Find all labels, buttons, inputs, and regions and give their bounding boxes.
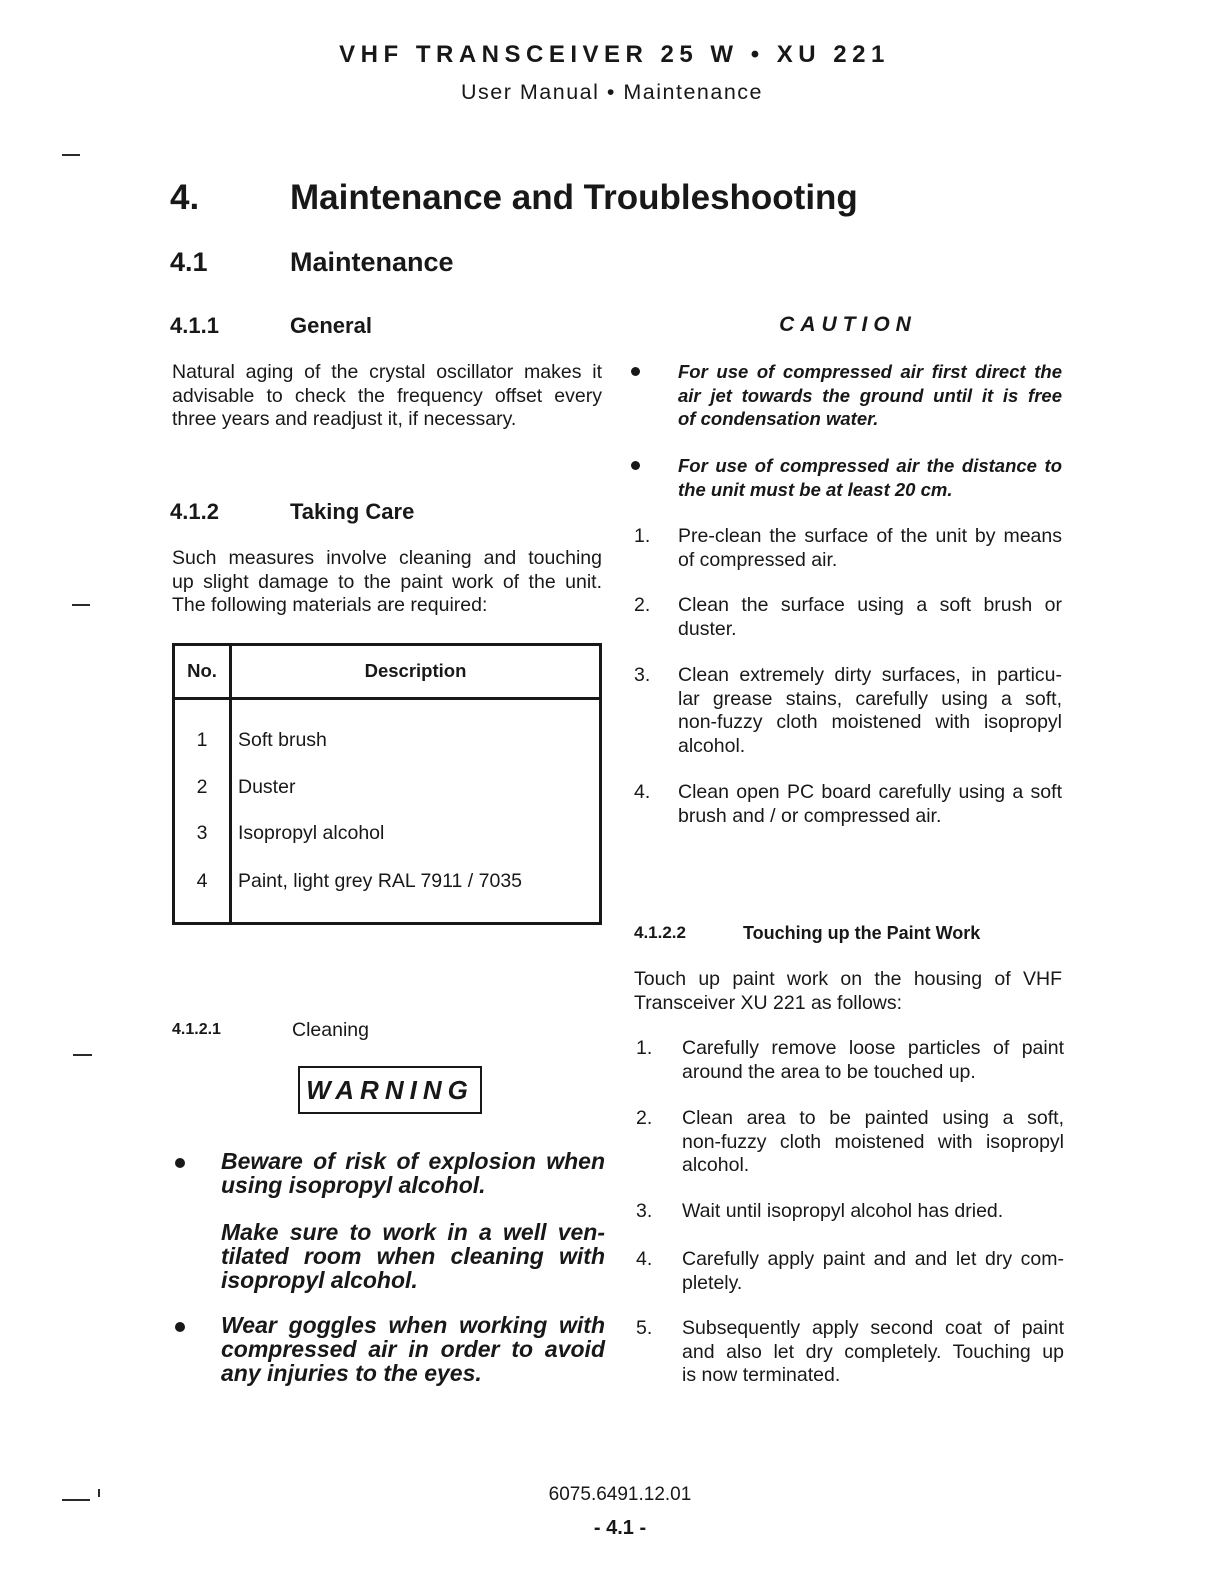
scan-mark <box>72 604 90 606</box>
document-number: 6075.6491.12.01 <box>548 1484 692 1505</box>
text-line: lar grease stains, carefully using a soft, <box>678 687 1062 710</box>
table-row-description: Soft brush <box>238 729 327 751</box>
caution-bullet-air-jet <box>678 360 1062 431</box>
cleaning-number: 4.1.2.1 <box>172 1021 221 1038</box>
table-row-number: 3 <box>196 822 208 844</box>
step-number: 4. <box>636 1248 653 1270</box>
bullet-icon <box>631 461 640 470</box>
text-line: For use of compressed air the distance to <box>678 455 1062 476</box>
cleaning-step <box>678 781 1062 828</box>
paint-intro <box>634 968 1062 1015</box>
table-row-number: 1 <box>196 729 208 751</box>
table-row-description: Paint, light grey RAL 7911 / 7035 <box>238 870 523 892</box>
text-line: non-fuzzy cloth moistened with isopropyl <box>682 1130 1064 1153</box>
text-line: Clean extremely dirty surfaces, in particu- <box>678 664 1062 686</box>
text-line: Wear goggles when working with <box>221 1312 605 1338</box>
table-row-number: 2 <box>196 776 208 798</box>
scan-mark <box>62 154 80 156</box>
caution-bullet-distance <box>678 454 1062 501</box>
text-line: Carefully remove loose particles of paint <box>682 1037 1064 1059</box>
step-number: 5. <box>636 1317 653 1339</box>
scan-mark <box>98 1489 100 1497</box>
step-number: 3. <box>636 1200 653 1222</box>
text-line: of compressed air. <box>678 548 838 571</box>
text-line: Such measures involve cleaning and touching <box>172 547 602 569</box>
document-header-title: VHF TRANSCEIVER 25 W • XU 221 <box>339 41 890 68</box>
text-line: three years and readjust it, if necessary. <box>172 408 517 430</box>
text-line: the unit must be at least 20 cm. <box>678 478 953 500</box>
text-line: Touch up paint work on the housing of VHF <box>634 968 1062 990</box>
step-number: 1. <box>636 1037 653 1059</box>
text-line: of condensation water. <box>678 408 879 429</box>
warning-ventilation-note <box>221 1220 605 1292</box>
text-line: Clean open PC board carefully using a soft <box>678 781 1062 803</box>
cleaning-step <box>678 525 1062 572</box>
text-line: The following materials are required: <box>172 594 488 616</box>
text-line: any injuries to the eyes. <box>221 1360 482 1386</box>
chapter-number: 4. <box>170 178 200 217</box>
table-header-divider <box>175 697 599 700</box>
taking-care-title: Taking Care <box>290 499 415 524</box>
page-number: - 4.1 - <box>593 1517 647 1539</box>
paint-step <box>682 1317 1064 1388</box>
text-line: For use of compressed air first direct the <box>678 361 1062 382</box>
cleaning-step <box>678 594 1062 641</box>
chapter-title: Maintenance and Troubleshooting <box>290 178 858 217</box>
text-line: alcohol. <box>682 1154 750 1176</box>
bullet-icon <box>175 1322 185 1332</box>
text-line: advisable to check the frequency offset every <box>172 384 602 407</box>
step-number: 1. <box>634 525 651 547</box>
text-line: Natural aging of the crystal oscillator makes it <box>172 361 602 383</box>
table-row-description: Isopropyl alcohol <box>238 822 385 844</box>
table-header-no: No. <box>187 660 217 681</box>
cleaning-step <box>678 664 1062 758</box>
text-line: alcohol. <box>678 734 746 757</box>
text-line: Carefully apply paint and and let dry com- <box>682 1248 1064 1270</box>
paint-step <box>682 1037 1064 1084</box>
text-line: Transceiver XU 221 as follows: <box>634 991 903 1014</box>
document-header-subtitle: User Manual • Maintenance <box>461 80 763 104</box>
text-line: duster. <box>678 617 737 640</box>
general-title: General <box>290 313 372 338</box>
caution-label: CAUTION <box>779 313 917 336</box>
text-line: Beware of risk of explosion when <box>221 1148 605 1174</box>
scan-mark <box>73 1054 92 1056</box>
text-line: Clean the surface using a soft brush or <box>678 594 1062 616</box>
paint-step <box>682 1200 1064 1224</box>
step-number: 3. <box>634 664 651 686</box>
step-number: 2. <box>634 594 651 616</box>
text-line: isopropyl alcohol. <box>221 1267 418 1293</box>
materials-table <box>172 643 602 925</box>
bullet-icon <box>175 1158 185 1168</box>
text-line: pletely. <box>682 1271 743 1294</box>
general-paragraph <box>172 361 602 432</box>
text-line: around the area to be touched up. <box>682 1060 976 1083</box>
text-line: Clean area to be painted using a soft, <box>682 1107 1064 1129</box>
section-title: Maintenance <box>290 247 454 277</box>
warning-goggles <box>221 1313 605 1385</box>
paint-title: Touching up the Paint Work <box>743 923 981 943</box>
text-line: Subsequently apply second coat of paint <box>682 1317 1064 1339</box>
scan-mark <box>62 1499 90 1501</box>
text-line: tilated room when cleaning with <box>221 1243 605 1269</box>
text-line: up slight damage to the paint work of the unit. <box>172 570 602 593</box>
text-line: and also let dry completely. Touching up <box>682 1340 1064 1363</box>
text-line: Pre-clean the surface of the unit by means <box>678 525 1062 547</box>
warning-label-box: WARNING <box>298 1066 482 1114</box>
table-header-description: Description <box>364 660 467 681</box>
section-number: 4.1 <box>170 247 208 277</box>
taking-care-number: 4.1.2 <box>170 499 219 524</box>
table-row-description: Duster <box>238 776 296 798</box>
text-line: Make sure to work in a well ven- <box>221 1219 605 1245</box>
step-number: 2. <box>636 1107 653 1129</box>
general-number: 4.1.1 <box>170 313 219 338</box>
paint-number: 4.1.2.2 <box>634 923 686 942</box>
text-line: is now terminated. <box>682 1364 841 1386</box>
text-line: air jet towards the ground until it is free <box>678 384 1062 406</box>
bullet-icon <box>631 367 640 376</box>
table-row-number: 4 <box>196 870 208 892</box>
text-line: Wait until isopropyl alcohol has dried. <box>682 1200 1004 1222</box>
paint-step <box>682 1107 1064 1178</box>
text-line: brush and / or compressed air. <box>678 804 942 827</box>
text-line: compressed air in order to avoid <box>221 1336 605 1362</box>
text-line: using isopropyl alcohol. <box>221 1172 486 1198</box>
step-number: 4. <box>634 781 651 803</box>
cleaning-title: Cleaning <box>292 1019 369 1041</box>
warning-explosion <box>221 1149 605 1197</box>
paint-step <box>682 1248 1064 1295</box>
taking-care-paragraph <box>172 547 602 618</box>
text-line: non-fuzzy cloth moistened with isopropyl <box>678 711 1062 733</box>
